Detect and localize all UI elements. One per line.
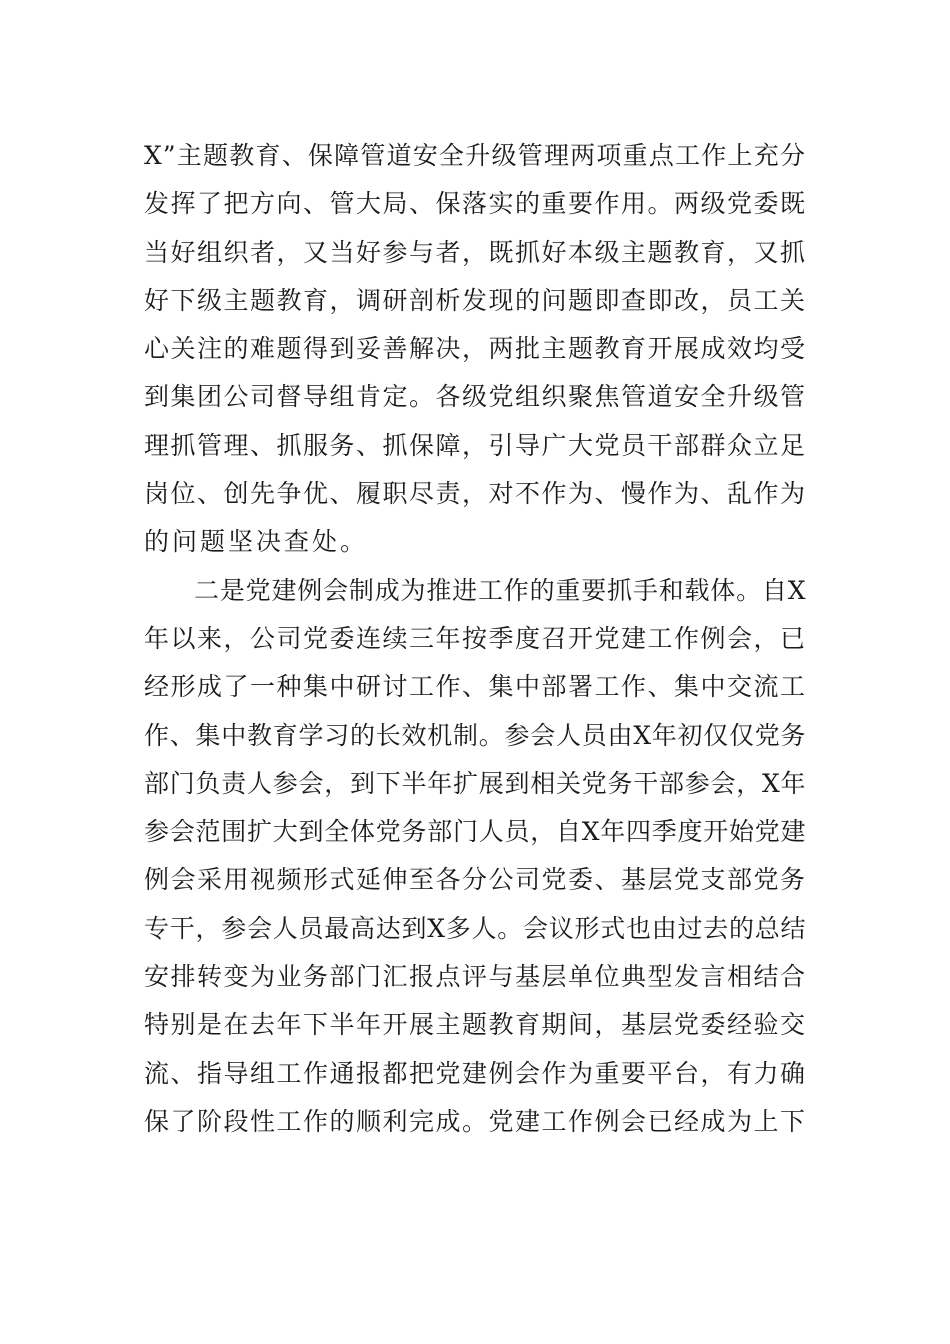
text-line: 保了阶段性工作的顺利完成。党建工作例会已经成为上下 xyxy=(144,1106,806,1136)
body-text xyxy=(144,132,806,1146)
text-line: 理抓管理、抓服务、抓保障，引导广大党员干部群众立足 xyxy=(144,430,806,460)
text-line: 年以来，公司党委连续三年按季度召开党建工作例会，已 xyxy=(144,623,806,653)
text-line: 经形成了一种集中研讨工作、集中部署工作、集中交流工 xyxy=(144,672,806,702)
text-line: 发挥了把方向、管大局、保落实的重要作用。两级党委既 xyxy=(144,189,806,219)
text-line: 专干，参会人员最高达到X多人。会议形式也由过去的总结 xyxy=(144,913,806,943)
text-line: 流、指导组工作通报都把党建例会作为重要平台，有力确 xyxy=(144,1058,806,1088)
text-line: 例会采用视频形式延伸至各分公司党委、基层党支部党务 xyxy=(144,865,806,895)
text-line: 当好组织者，又当好参与者，既抓好本级主题教育，又抓 xyxy=(144,237,806,267)
text-line: 参会范围扩大到全体党务部门人员，自X年四季度开始党建 xyxy=(144,817,806,847)
paragraph-first-line: 二是党建例会制成为推进工作的重要抓手和载体。自X xyxy=(194,575,806,605)
text-line: 的问题坚决查处。 xyxy=(144,527,369,557)
text-line: 心关注的难题得到妥善解决，两批主题教育开展成效均受 xyxy=(144,334,806,364)
text-line: 安排转变为业务部门汇报点评与基层单位典型发言相结合 xyxy=(144,962,806,992)
text-line: 好下级主题教育，调研剖析发现的问题即查即改，员工关 xyxy=(144,285,806,315)
text-line: 岗位、创先争优、履职尽责，对不作为、慢作为、乱作为 xyxy=(144,479,806,509)
text-line: 特别是在去年下半年开展主题教育期间，基层党委经验交 xyxy=(144,1010,806,1040)
text-line: 到集团公司督导组肯定。各级党组织聚焦管道安全升级管 xyxy=(144,382,806,412)
text-line: 作、集中教育学习的长效机制。参会人员由X年初仅仅党务 xyxy=(144,720,806,750)
text-line: X”主题教育、保障管道安全升级管理两项重点工作上充分 xyxy=(144,141,806,170)
text-line: 部门负责人参会，到下半年扩展到相关党务干部参会，X年 xyxy=(144,768,806,798)
